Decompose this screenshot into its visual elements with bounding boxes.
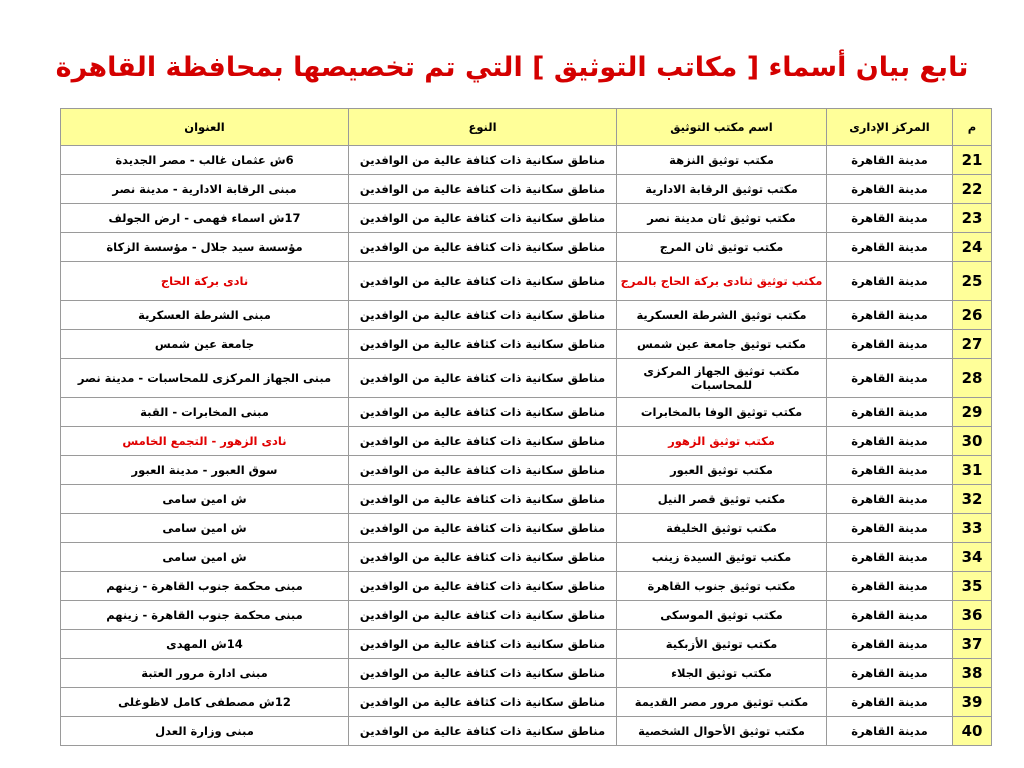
row-office: مكتب توثيق ثان مدينة نصر xyxy=(617,204,827,233)
row-district: مدينة القاهرة xyxy=(827,630,953,659)
row-type: مناطق سكانية ذات كثافة عالية من الوافدين xyxy=(349,717,617,746)
header-num: م xyxy=(953,109,992,146)
row-type: مناطق سكانية ذات كثافة عالية من الوافدين xyxy=(349,630,617,659)
row-district: مدينة القاهرة xyxy=(827,204,953,233)
row-num: 26 xyxy=(953,301,992,330)
row-district: مدينة القاهرة xyxy=(827,233,953,262)
table-row xyxy=(61,456,992,485)
row-office: مكتب توثيق مرور مصر القديمة xyxy=(617,688,827,717)
table-header-row xyxy=(61,109,992,146)
row-office: مكتب توثيق العبور xyxy=(617,456,827,485)
row-district: مدينة القاهرة xyxy=(827,175,953,204)
table-row xyxy=(61,398,992,427)
row-address: نادى بركة الحاج xyxy=(61,262,349,301)
row-office: مكتب توثيق جنوب القاهرة xyxy=(617,572,827,601)
row-office: مكتب توثيق جامعة عين شمس xyxy=(617,330,827,359)
row-type: مناطق سكانية ذات كثافة عالية من الوافدين xyxy=(349,427,617,456)
row-address: مبنى ادارة مرور العتبة xyxy=(61,659,349,688)
row-office: مكتب توثيق الرقابة الادارية xyxy=(617,175,827,204)
row-office: مكتب توثيق الأحوال الشخصية xyxy=(617,717,827,746)
row-district: مدينة القاهرة xyxy=(827,427,953,456)
row-type: مناطق سكانية ذات كثافة عالية من الوافدين xyxy=(349,359,617,398)
row-type: مناطق سكانية ذات كثافة عالية من الوافدين xyxy=(349,601,617,630)
header-type: النوع xyxy=(349,109,617,146)
row-num: 23 xyxy=(953,204,992,233)
row-type: مناطق سكانية ذات كثافة عالية من الوافدين xyxy=(349,514,617,543)
table-row xyxy=(61,630,992,659)
row-address: مؤسسة سيد جلال - مؤسسة الزكاة xyxy=(61,233,349,262)
table-row xyxy=(61,514,992,543)
row-type: مناطق سكانية ذات كثافة عالية من الوافدين xyxy=(349,233,617,262)
row-num: 39 xyxy=(953,688,992,717)
row-num: 29 xyxy=(953,398,992,427)
row-type: مناطق سكانية ذات كثافة عالية من الوافدين xyxy=(349,204,617,233)
row-district: مدينة القاهرة xyxy=(827,485,953,514)
row-district: مدينة القاهرة xyxy=(827,301,953,330)
row-office: مكتب توثيق الشرطة العسكرية xyxy=(617,301,827,330)
row-address: 12ش مصطفى كامل لاظوغلى xyxy=(61,688,349,717)
page-title: تابع بيان أسماء [ مكاتب التوثيق ] التي تم تخصيصها بمحافظة القاهرة xyxy=(55,52,969,83)
table-row xyxy=(61,359,992,398)
row-num: 38 xyxy=(953,659,992,688)
table-row xyxy=(61,262,992,301)
row-district: مدينة القاهرة xyxy=(827,330,953,359)
table-row xyxy=(61,688,992,717)
table-row xyxy=(61,330,992,359)
row-office: مكتب توثيق الأزبكية xyxy=(617,630,827,659)
row-office: مكتب توثيق الوفا بالمخابرات xyxy=(617,398,827,427)
row-address: 17ش اسماء فهمى - ارض الجولف xyxy=(61,204,349,233)
row-type: مناطق سكانية ذات كثافة عالية من الوافدين xyxy=(349,175,617,204)
row-address: نادى الزهور - التجمع الخامس xyxy=(61,427,349,456)
row-address: ش امين سامى xyxy=(61,543,349,572)
row-num: 31 xyxy=(953,456,992,485)
offices-table xyxy=(60,108,992,746)
row-office: مكتب توثيق الزهور xyxy=(617,427,827,456)
row-num: 28 xyxy=(953,359,992,398)
row-address: مبنى المخابرات - القبة xyxy=(61,398,349,427)
row-district: مدينة القاهرة xyxy=(827,717,953,746)
table-row xyxy=(61,543,992,572)
row-num: 32 xyxy=(953,485,992,514)
row-num: 35 xyxy=(953,572,992,601)
row-type: مناطق سكانية ذات كثافة عالية من الوافدين xyxy=(349,146,617,175)
row-district: مدينة القاهرة xyxy=(827,659,953,688)
row-type: مناطق سكانية ذات كثافة عالية من الوافدين xyxy=(349,572,617,601)
row-district: مدينة القاهرة xyxy=(827,514,953,543)
table-row xyxy=(61,301,992,330)
row-num: 22 xyxy=(953,175,992,204)
row-num: 27 xyxy=(953,330,992,359)
row-office: مكتب توثيق ثان المرج xyxy=(617,233,827,262)
row-address: مبنى الشرطة العسكرية xyxy=(61,301,349,330)
row-office: مكتب توثيق السيدة زينب xyxy=(617,543,827,572)
row-district: مدينة القاهرة xyxy=(827,359,953,398)
table-row xyxy=(61,659,992,688)
row-type: مناطق سكانية ذات كثافة عالية من الوافدين xyxy=(349,301,617,330)
table-row xyxy=(61,485,992,514)
row-address: مبنى وزارة العدل xyxy=(61,717,349,746)
row-type: مناطق سكانية ذات كثافة عالية من الوافدين xyxy=(349,456,617,485)
row-office: مكتب توثيق قصر النيل xyxy=(617,485,827,514)
row-num: 36 xyxy=(953,601,992,630)
row-address: 14ش المهدى xyxy=(61,630,349,659)
table-row xyxy=(61,601,992,630)
table-row xyxy=(61,146,992,175)
row-num: 40 xyxy=(953,717,992,746)
table-row xyxy=(61,717,992,746)
table-row xyxy=(61,233,992,262)
row-type: مناطق سكانية ذات كثافة عالية من الوافدين xyxy=(349,330,617,359)
row-district: مدينة القاهرة xyxy=(827,572,953,601)
row-type: مناطق سكانية ذات كثافة عالية من الوافدين xyxy=(349,543,617,572)
row-district: مدينة القاهرة xyxy=(827,543,953,572)
row-address: ش امين سامى xyxy=(61,514,349,543)
header-address: العنوان xyxy=(61,109,349,146)
row-type: مناطق سكانية ذات كثافة عالية من الوافدين xyxy=(349,659,617,688)
row-office: مكتب توثيق الجلاء xyxy=(617,659,827,688)
row-district: مدينة القاهرة xyxy=(827,688,953,717)
table-row xyxy=(61,572,992,601)
table-row xyxy=(61,427,992,456)
row-district: مدينة القاهرة xyxy=(827,262,953,301)
row-office: مكتب توثيق الخليفة xyxy=(617,514,827,543)
row-num: 37 xyxy=(953,630,992,659)
header-district: المركز الإدارى xyxy=(827,109,953,146)
header-office: اسم مكتب التوثيق xyxy=(617,109,827,146)
row-num: 24 xyxy=(953,233,992,262)
table-row xyxy=(61,175,992,204)
row-district: مدينة القاهرة xyxy=(827,398,953,427)
row-address: 6ش عثمان غالب - مصر الجديدة xyxy=(61,146,349,175)
row-address: مبنى الرقابة الادارية - مدينة نصر xyxy=(61,175,349,204)
row-type: مناطق سكانية ذات كثافة عالية من الوافدين xyxy=(349,398,617,427)
row-type: مناطق سكانية ذات كثافة عالية من الوافدين xyxy=(349,688,617,717)
row-address: سوق العبور - مدينة العبور xyxy=(61,456,349,485)
row-district: مدينة القاهرة xyxy=(827,601,953,630)
row-office: مكتب توثيق الموسكى xyxy=(617,601,827,630)
row-num: 34 xyxy=(953,543,992,572)
row-address: مبنى محكمة جنوب القاهرة - زينهم xyxy=(61,601,349,630)
row-address: جامعة عين شمس xyxy=(61,330,349,359)
row-address: مبنى الجهاز المركزى للمحاسبات - مدينة نصر xyxy=(61,359,349,398)
row-num: 30 xyxy=(953,427,992,456)
row-type: مناطق سكانية ذات كثافة عالية من الوافدين xyxy=(349,485,617,514)
row-office: مكتب توثيق النزهة xyxy=(617,146,827,175)
table-row xyxy=(61,204,992,233)
row-district: مدينة القاهرة xyxy=(827,146,953,175)
row-address: مبنى محكمة جنوب القاهرة - زينهم xyxy=(61,572,349,601)
row-office: مكتب توثيق ثنادى بركة الحاج بالمرج xyxy=(617,262,827,301)
row-office: مكتب توثيق الجهاز المركزى للمحاسبات xyxy=(617,359,827,398)
row-num: 33 xyxy=(953,514,992,543)
row-num: 25 xyxy=(953,262,992,301)
row-district: مدينة القاهرة xyxy=(827,456,953,485)
row-type: مناطق سكانية ذات كثافة عالية من الوافدين xyxy=(349,262,617,301)
row-address: ش امين سامى xyxy=(61,485,349,514)
row-num: 21 xyxy=(953,146,992,175)
